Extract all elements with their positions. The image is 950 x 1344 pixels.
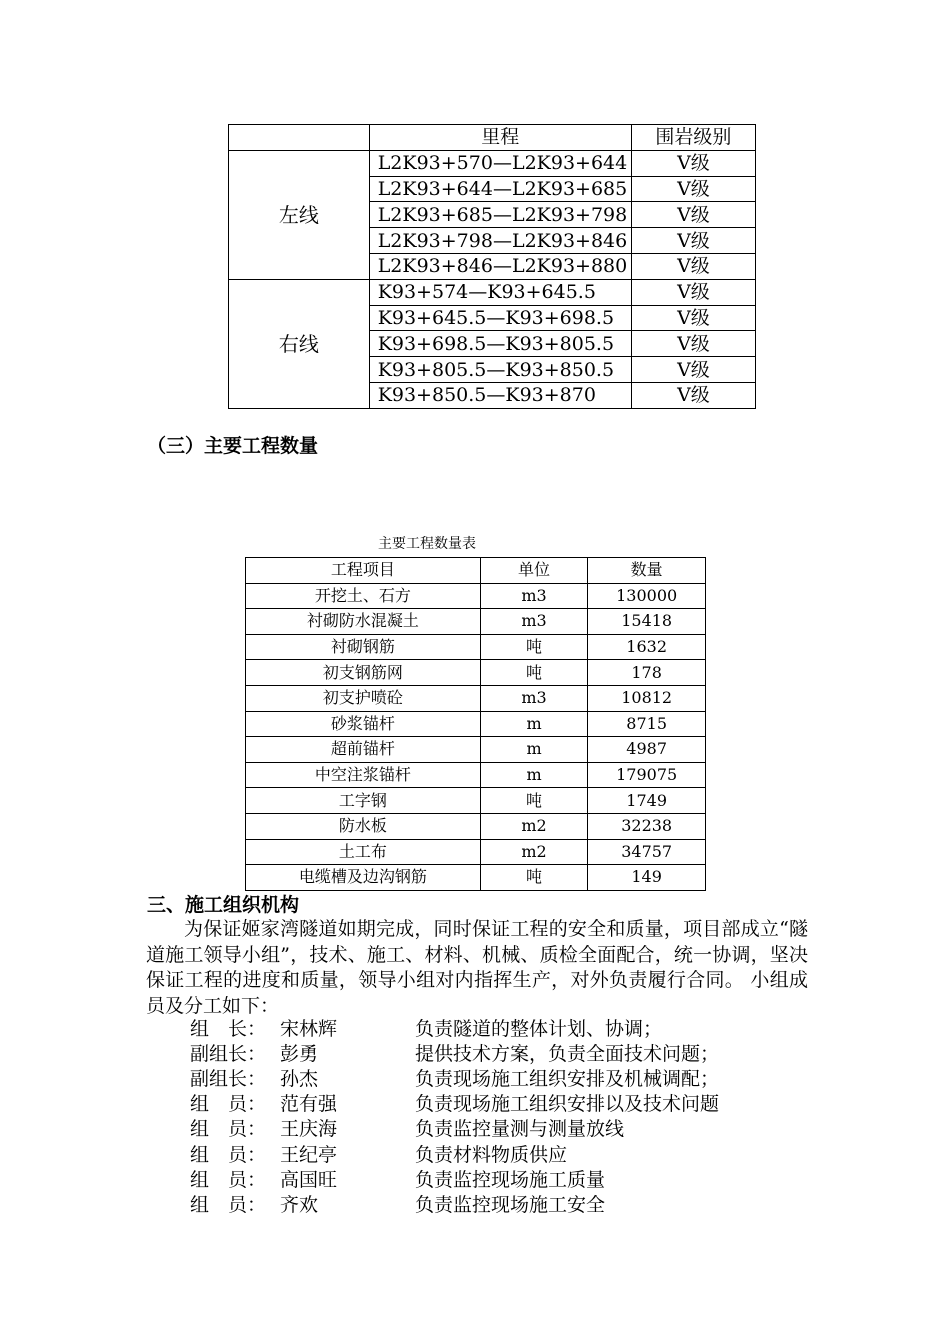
member-duty: 负责监控现场施工安全 [415, 1193, 606, 1216]
member-name: 王庆海 [280, 1118, 338, 1141]
member-role: 组 员： [190, 1168, 267, 1191]
table-row [246, 634, 706, 660]
member-name: 范有强 [280, 1093, 338, 1116]
table-row [246, 839, 706, 865]
table-row [246, 660, 706, 686]
quantity-cell: 178 [588, 660, 706, 686]
member-role: 组 员： [190, 1093, 267, 1116]
member-role: 副组长： [190, 1068, 267, 1091]
quantity-cell: 15418 [588, 609, 706, 635]
member-duty: 负责监控现场施工质量 [415, 1168, 606, 1191]
unit-cell: 吨 [480, 788, 588, 814]
table-row [229, 150, 756, 176]
unit-cell: 吨 [480, 634, 588, 660]
grade-cell: Ⅴ级 [631, 305, 755, 331]
table-caption: 主要工程数量表 [378, 536, 476, 552]
quantity-cell: 149 [588, 865, 706, 891]
organization-paragraph: 为保证姬家湾隧道如期完成，同时保证工程的安全和质量，项目部成立“隧道施工领导小组”，技术、施工、材料、机械、质检全面配合，统一协调，坚决保证工程的进度和质量，领导小组对内指挥生产，对外负责履行合同。 小组成员及分工如下： [146, 918, 808, 1017]
item-cell: 开挖土、石方 [246, 583, 481, 609]
table-header-cell [229, 125, 370, 151]
table-header-cell: 单位 [480, 558, 588, 584]
quantity-cell: 34757 [588, 839, 706, 865]
item-cell: 防水板 [246, 813, 481, 839]
table-row [246, 762, 706, 788]
item-cell: 电缆槽及边沟钢筋 [246, 865, 481, 891]
chainage-cell: K93+850.5—K93+870 [369, 382, 631, 408]
item-cell: 中空注浆锚杆 [246, 762, 481, 788]
grade-cell: Ⅴ级 [631, 228, 755, 254]
table-header-row [229, 125, 756, 151]
table-header-cell: 围岩级别 [631, 125, 755, 151]
member-role: 组 长： [190, 1018, 267, 1040]
table-row [246, 685, 706, 711]
item-cell: 工字钢 [246, 788, 481, 814]
quantities-table [245, 557, 706, 891]
table-row [246, 711, 706, 737]
member-name: 齐欢 [280, 1193, 319, 1216]
quantity-cell: 179075 [588, 762, 706, 788]
grade-cell: Ⅴ级 [631, 357, 755, 383]
grade-cell: Ⅴ级 [631, 150, 755, 176]
quantities-table-body [246, 583, 706, 890]
table-row [229, 279, 756, 305]
chainage-cell: K93+805.5—K93+850.5 [369, 357, 631, 383]
member-duty: 负责隧道的整体计划、协调； [415, 1018, 663, 1040]
section-heading-organization: 三、施工组织机构 [147, 894, 300, 916]
table-row [246, 737, 706, 763]
chainage-cell: L2K93+798—L2K93+846 [369, 228, 631, 254]
member-name: 宋林辉 [280, 1018, 338, 1040]
grade-cell: Ⅴ级 [631, 279, 755, 305]
member-duty: 提供技术方案，负责全面技术问题； [415, 1043, 720, 1066]
member-duty: 负责现场施工组织安排以及技术问题 [415, 1093, 720, 1116]
member-name: 孙杰 [280, 1068, 319, 1091]
quantity-cell: 32238 [588, 813, 706, 839]
chainage-cell: K93+698.5—K93+805.5 [369, 331, 631, 357]
chainage-cell: L2K93+570—L2K93+644 [369, 150, 631, 176]
member-role: 组 员： [190, 1193, 267, 1216]
table-row [246, 583, 706, 609]
grade-cell: Ⅴ级 [631, 331, 755, 357]
member-duty: 负责现场施工组织安排及机械调配； [415, 1068, 720, 1091]
item-cell: 初支钢筋网 [246, 660, 481, 686]
surrounding-rock-table [228, 124, 756, 409]
member-duty: 负责材料物质供应 [415, 1143, 568, 1166]
chainage-cell: K93+574—K93+645.5 [369, 279, 631, 305]
grade-cell: Ⅴ级 [631, 382, 755, 408]
item-cell: 超前锚杆 [246, 737, 481, 763]
quantity-cell: 130000 [588, 583, 706, 609]
quantity-cell: 10812 [588, 685, 706, 711]
unit-cell: m3 [480, 609, 588, 635]
member-role: 副组长： [190, 1043, 267, 1066]
member-name: 王纪亭 [280, 1143, 338, 1166]
item-cell: 衬砌钢筋 [246, 634, 481, 660]
quantity-cell: 1749 [588, 788, 706, 814]
section-heading-quantities: （三）主要工程数量 [147, 435, 319, 457]
unit-cell: m [480, 711, 588, 737]
unit-cell: m3 [480, 685, 588, 711]
member-name: 彭勇 [280, 1043, 319, 1066]
table-row [246, 813, 706, 839]
table-header-cell: 工程项目 [246, 558, 481, 584]
unit-cell: m [480, 737, 588, 763]
quantity-cell: 1632 [588, 634, 706, 660]
grade-cell: Ⅴ级 [631, 176, 755, 202]
item-cell: 衬砌防水混凝土 [246, 609, 481, 635]
member-role: 组 员： [190, 1143, 267, 1166]
table-row [246, 788, 706, 814]
item-cell: 砂浆锚杆 [246, 711, 481, 737]
unit-cell: m2 [480, 839, 588, 865]
member-name: 高国旺 [280, 1168, 338, 1191]
item-cell: 初支护喷砼 [246, 685, 481, 711]
table-row [246, 865, 706, 891]
unit-cell: m2 [480, 813, 588, 839]
quantity-cell: 8715 [588, 711, 706, 737]
chainage-cell: L2K93+846—L2K93+880 [369, 253, 631, 279]
item-cell: 土工布 [246, 839, 481, 865]
table-header-cell: 数量 [588, 558, 706, 584]
line-group-label: 右线 [229, 279, 370, 408]
line-group-label: 左线 [229, 150, 370, 279]
unit-cell: 吨 [480, 865, 588, 891]
grade-cell: Ⅴ级 [631, 202, 755, 228]
quantity-cell: 4987 [588, 737, 706, 763]
member-duty: 负责监控量测与测量放线 [415, 1118, 625, 1141]
unit-cell: m [480, 762, 588, 788]
table-row [246, 609, 706, 635]
unit-cell: m3 [480, 583, 588, 609]
chainage-cell: L2K93+685—L2K93+798 [369, 202, 631, 228]
chainage-cell: K93+645.5—K93+698.5 [369, 305, 631, 331]
table-header-cell: 里程 [369, 125, 631, 151]
table-header-row [246, 558, 706, 584]
chainage-cell: L2K93+644—L2K93+685 [369, 176, 631, 202]
unit-cell: 吨 [480, 660, 588, 686]
grade-cell: Ⅴ级 [631, 253, 755, 279]
member-role: 组 员： [190, 1118, 267, 1141]
